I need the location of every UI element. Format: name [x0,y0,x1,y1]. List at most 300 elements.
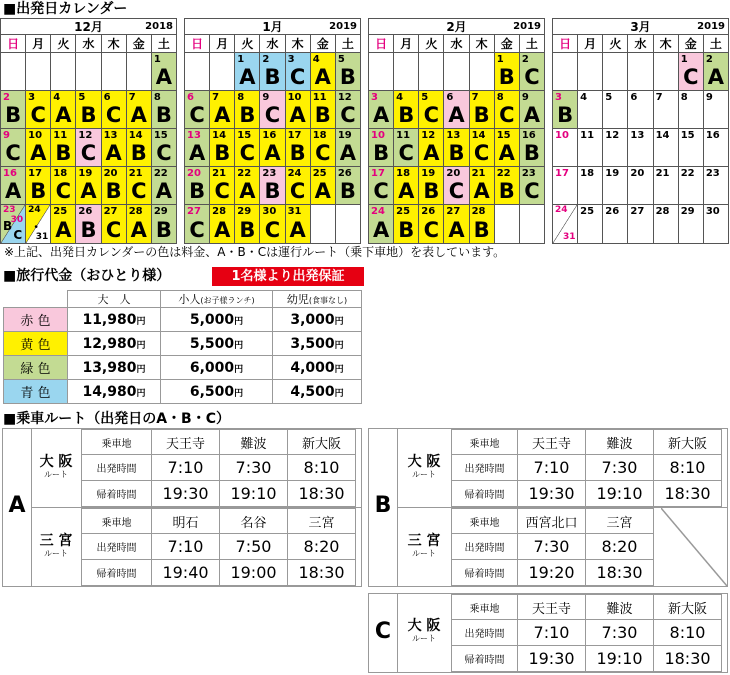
calendar-day [603,167,628,204]
route-letter: A [155,65,173,89]
route-letter: C [315,141,331,165]
day-number: 8 [153,92,161,103]
calendar-year: 2019 [329,21,357,32]
day-number: 17 [287,130,302,141]
route-letter: A [423,141,440,165]
calendar-section-title: ■出発日カレンダー [3,1,128,17]
day-number: 28 [471,206,486,217]
day-number: 31 [287,206,302,217]
day-number: 1 [237,54,245,65]
month-calendar [0,18,177,244]
yen-unit: 円 [234,340,244,351]
cell-value: 7:10 [152,534,220,560]
day-number: 22 [680,168,695,179]
weekday-label: 日 [1,35,26,52]
cell-value: 天王寺 [152,430,220,455]
calendar-day [369,91,394,128]
day-number: 3 [287,54,295,65]
cell-value: 8:10 [654,620,722,646]
guarantee-badge: 1名様より出発保証 [212,267,364,286]
calendar-day [1,205,26,243]
month-calendar [368,18,545,244]
route-letter: C [398,141,414,165]
weekday-label: 木 [102,35,127,52]
split-route-letter: B [3,219,13,233]
price-infant [273,356,362,380]
day-number: 8 [237,92,245,103]
route-letter: A [398,179,415,203]
calendar-day [152,53,176,90]
calendar-day [76,167,101,204]
day-number: 25 [580,206,595,217]
price-section-title: ■旅行代金（おひとり様） [3,268,171,284]
day-number: 14 [212,130,227,141]
calendar-day [603,53,628,90]
day-number: 7 [128,92,136,103]
weekday-label: 土 [341,37,354,51]
cell-value: 8:20 [586,534,654,560]
return-row [82,560,356,586]
calendar-week [185,91,360,129]
split-day-number: 31 [563,232,576,242]
split-day-number: 31 [35,232,49,242]
cell-value: 19:10 [586,481,654,507]
price-table [3,290,362,404]
price-row [4,380,362,404]
day-number: 3 [555,92,562,103]
day-number: 18 [580,168,595,179]
calendar-header [185,19,360,35]
row-label: 乗車地 [452,509,518,534]
route-letter: A [239,179,256,203]
cell-value: 難波 [586,595,654,620]
cell-value: 難波 [220,430,288,455]
weekday-label: 土 [709,37,722,51]
calendar-day [394,205,419,243]
calendar-day [152,91,176,128]
day-number: 1 [680,54,688,65]
route-letter: B [373,141,390,165]
calendar-day [394,167,419,204]
day-number: 28 [128,206,143,217]
calendar-day [235,53,260,90]
yen-unit: 円 [334,364,344,375]
calendar-day [286,205,311,243]
day-number: 16 [3,168,17,179]
cell-value: 7:50 [220,534,288,560]
day-number: 6 [446,92,454,103]
route-letter: B [130,141,147,165]
yen-unit: 円 [136,340,146,351]
calendar-day [210,129,235,166]
calendar-day [679,205,704,243]
cell-value: 7:10 [518,620,586,646]
calendar-week [553,205,728,243]
day-number: 22 [237,168,252,179]
calendar-day [520,129,544,166]
route-letter: C [131,179,147,203]
price-child [160,380,272,404]
return-row [452,560,654,586]
price-adult [68,332,161,356]
calendar-day [495,129,520,166]
day-number: 5 [78,92,86,103]
calendar-day [152,167,176,204]
route-c-osaka-name [397,618,451,644]
calendar-day [260,129,285,166]
route-letter: B [473,218,490,242]
calendar-day [578,167,603,204]
route-letter: A [214,218,231,242]
calendar-week [553,129,728,167]
calendar-week [1,91,176,129]
day-number: 7 [471,92,479,103]
route-letter: A [707,65,725,89]
route-name: 大 阪 [407,618,441,634]
day-number: 4 [580,92,588,103]
price-row [4,332,362,356]
calendar-day [470,129,495,166]
day-number: 21 [655,168,670,179]
cell-value: 新大阪 [288,430,356,455]
yen-unit: 円 [334,388,344,399]
cell-value: 8:20 [288,534,356,560]
month-calendar [552,18,729,244]
yen-unit: 円 [234,316,244,327]
weekday-label: 金 [127,35,152,52]
route-letter: B [5,103,22,127]
day-number: 12 [337,92,352,103]
route-letter: C [683,65,699,89]
route-letter: A [498,141,515,165]
weekday-label: 金 [495,35,520,52]
calendar-day [102,205,127,243]
row-label: 乗車地 [82,430,152,455]
cell-value: 7:30 [518,534,586,560]
price-value: 3,000 [290,311,335,328]
calendar-day [495,167,520,204]
cell-value: 西宮北口 [518,509,586,534]
calendar-week [1,205,176,243]
day-number: 5 [605,92,613,103]
price-color-label: 赤 色 [4,308,68,332]
route-letter: A [130,218,147,242]
day-number: 16 [262,130,277,141]
price-header-row [4,291,362,308]
route-name: 三 宮 [39,533,73,549]
cell-value: 19:30 [518,481,586,507]
route-a-osaka-name [31,454,81,480]
calendar-week [1,129,176,167]
calendar-day [76,53,101,90]
day-number: 25 [53,206,68,217]
route-letter: C [189,103,205,127]
calendar-week [185,129,360,167]
route-letter: B [80,218,97,242]
day-number: 3 [371,92,378,103]
day-number: 2 [3,92,10,103]
route-sub: ルート [412,470,436,479]
calendar-day [444,167,469,204]
cell-value: 18:30 [288,481,356,507]
calendar-day [679,167,704,204]
day-number: 18 [53,168,68,179]
calendar-week [553,53,728,91]
route-letter: C [5,141,21,165]
row-label: 帰着時間 [452,646,518,672]
day-number: 11 [580,130,595,141]
day-number: 29 [237,206,252,217]
route-letter: A [239,65,256,89]
calendar-day [336,167,360,204]
day-number: 1 [496,54,504,65]
route-letter: C [264,103,281,127]
calendar-week [369,129,544,167]
day-number: 21 [128,168,143,179]
cell-value: 18:30 [288,560,356,586]
price-value: 5,000 [189,311,235,328]
day-number: 28 [212,206,227,217]
calendar-day [127,205,152,243]
day-number: 21 [471,168,486,179]
cell-value: 7:30 [586,455,654,481]
day-number: 12 [78,130,93,141]
route-letter: A [448,103,465,127]
day-number: 28 [655,206,670,217]
route-b-letter: B [374,493,392,518]
calendar-week [185,167,360,205]
route-letter: B [339,65,356,89]
route-letter: A [188,141,206,165]
weekday-label: 木 [470,35,495,52]
day-number: 26 [337,168,352,179]
calendar-day [210,91,235,128]
calendar-day [260,91,285,128]
calendar-day [520,167,544,204]
cell-value: 19:00 [220,560,288,586]
route-letter: B [314,103,331,127]
row-label: 乗車地 [452,430,518,455]
calendar-day [470,167,495,204]
route-letter: C [423,103,440,127]
route-letter: B [498,65,515,89]
calendar-week [369,167,544,205]
price-child [160,308,272,332]
calendar-year: 2018 [145,21,173,32]
day-number: 25 [312,168,327,179]
calendar-day [311,205,336,243]
calendar-day [260,53,285,90]
departure-row [452,620,722,646]
route-sub: ルート [412,634,436,643]
calendar-day [1,53,26,90]
return-row [452,481,722,507]
route-letter: C [55,179,72,203]
day-number: 7 [212,92,220,103]
route-letter: C [156,141,172,165]
calendar-day [51,205,76,243]
weekday-label: 木 [286,35,311,52]
calendar-day [553,167,578,204]
row-label: 出発時間 [82,534,152,560]
route-sub: ルート [44,470,68,479]
calendar-day [185,167,210,204]
route-letter: B [30,179,47,203]
route-letter: A [4,179,22,203]
route-letter: A [372,218,390,242]
return-row [452,646,722,672]
calendar-day [311,167,336,204]
calendar-day [553,53,578,90]
calendar-day [654,205,679,243]
split-route-letter: C [13,228,23,242]
day-number: 20 [187,168,201,179]
day-number: 14 [471,130,486,141]
day-number: 24 [287,168,302,179]
day-number: 20 [630,168,645,179]
route-letter: B [557,103,574,127]
day-number: 15 [237,130,252,141]
calendar-day [152,129,176,166]
route-letter: B [55,141,72,165]
calendar-day [394,91,419,128]
calendar-day [102,167,127,204]
day-number: 24 [371,206,385,217]
calendar-day [286,129,311,166]
route-letter: A [155,179,173,203]
calendar-year: 2019 [697,21,725,32]
split-day-number: 23 [3,205,16,215]
day-number: 3 [28,92,36,103]
cell-value: 名谷 [220,509,288,534]
yen-unit: 円 [136,316,146,327]
day-number: 22 [153,168,168,179]
calendar-day [444,53,469,90]
calendar-day [210,205,235,243]
cell-value: 19:40 [152,560,220,586]
row-label: 乗車地 [452,595,518,620]
day-number: 14 [655,130,670,141]
price-adult [68,356,161,380]
route-letter: C [524,179,540,203]
calendar-day [444,129,469,166]
cell-value: 19:10 [586,646,654,672]
route-letter: A [55,218,72,242]
calendar-day [76,129,101,166]
calendar-week [369,91,544,129]
route-letter: A [523,103,541,127]
day-number: 15 [153,130,168,141]
route-letter: A [372,103,390,127]
cell-value: 三宮 [586,509,654,534]
route-letter: B [423,179,440,203]
calendar-day [628,53,653,90]
weekday-label: 木 [654,35,679,52]
yen-unit: 円 [136,388,146,399]
day-number: 13 [446,130,461,141]
day-number: 4 [53,92,61,103]
route-letter: C [264,218,281,242]
day-number: 4 [396,92,404,103]
price-header-child-note: (お子様ランチ) [200,296,255,305]
calendar-day [51,129,76,166]
cell-value: 7:30 [220,455,288,481]
day-number: 20 [446,168,461,179]
weekday-label: 日 [553,35,578,52]
price-value: 4,500 [290,383,335,400]
weekday-label: 水 [444,35,469,52]
cell-value: 明石 [152,509,220,534]
calendar-day [185,129,210,166]
calendar-day [553,91,578,128]
calendar-day [311,129,336,166]
weekday-label: 月 [394,35,419,52]
calendar-week [1,53,176,91]
calendar-day [495,53,520,90]
price-value: 4,000 [290,359,335,376]
calendar-day [628,205,653,243]
price-adult [68,308,161,332]
day-number: 26 [421,206,436,217]
day-number: 10 [371,130,385,141]
day-number: 11 [53,130,68,141]
weekday-label: 月 [210,35,235,52]
price-child [160,356,272,380]
calendar-day [1,129,26,166]
route-sub: ルート [44,549,68,558]
calendar-day [470,91,495,128]
calendar-day [628,91,653,128]
route-letter: B [473,103,490,127]
calendar-week [553,91,728,129]
day-number: 4 [312,54,320,65]
route-letter: A [264,141,281,165]
route-letter: C [214,179,230,203]
row-label: 出発時間 [452,455,518,481]
row-label: 出発時間 [82,455,152,481]
route-sub: ルート [412,549,436,558]
calendar-day [286,53,311,90]
calendar-day [470,53,495,90]
day-number: 23 [521,168,536,179]
day-number: 27 [446,206,461,217]
calendar-day [578,129,603,166]
calendar-day [76,205,101,243]
route-letter: A [473,179,490,203]
calendar-day [185,53,210,90]
calendar-day [654,129,679,166]
calendar-day [444,205,469,243]
cell-value: 8:10 [288,455,356,481]
route-letter: B [398,103,415,127]
calendar-month: 12月 [74,20,103,34]
calendar-day [260,205,285,243]
day-number: 11 [312,92,327,103]
price-infant [273,332,362,356]
route-letter: B [264,179,281,203]
cell-value: 18:30 [654,481,722,507]
day-number: 30 [705,206,720,217]
route-c-box [368,593,728,673]
route-a-letter: A [8,493,26,518]
row-label: 乗車地 [82,509,152,534]
calendar-day [260,167,285,204]
route-letter: A [55,103,72,127]
route-timetable [451,508,654,586]
calendar-day [51,167,76,204]
calendar-month: 3月 [630,20,651,34]
cell-value: 19:30 [152,481,220,507]
